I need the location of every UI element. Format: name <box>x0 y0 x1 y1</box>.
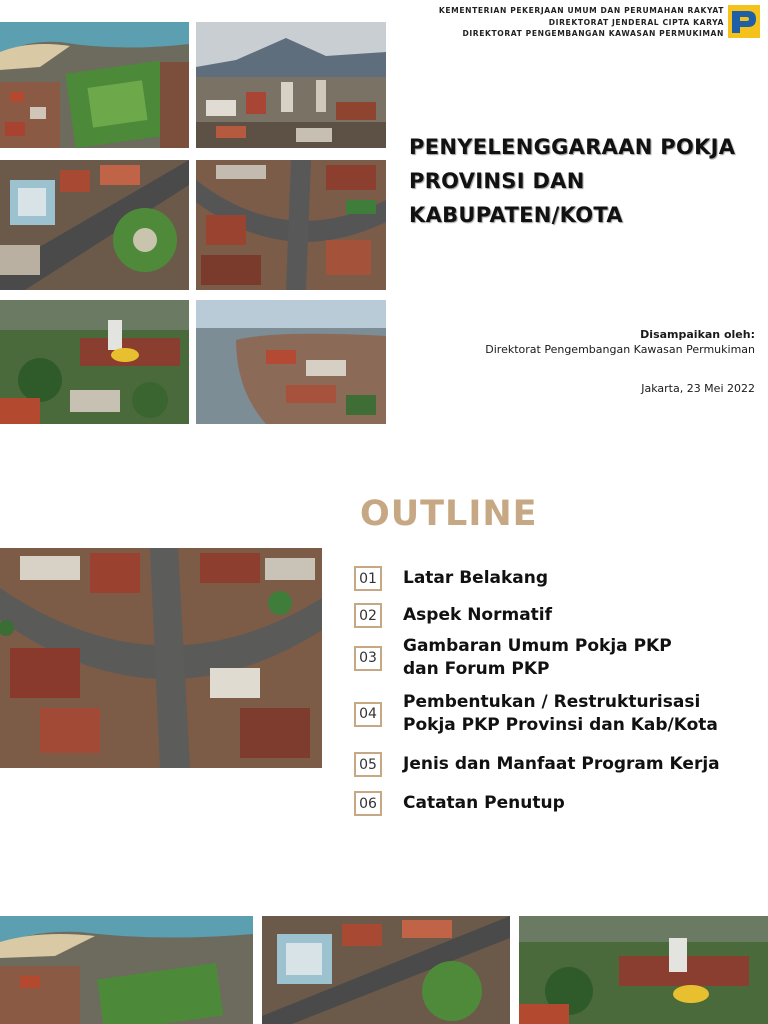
outline-title: OUTLINE <box>360 494 538 534</box>
outline-item-line: Gambaran Umum Pokja PKP <box>403 636 672 656</box>
outline-item-label <box>403 604 552 627</box>
aerial-photo-coastal-fort <box>0 22 189 148</box>
aerial-photo-roundabout <box>0 548 322 768</box>
outline-item-line: Aspek Normatif <box>403 605 553 625</box>
outline-item-number: 02 <box>354 603 382 628</box>
presentation-title <box>409 130 754 232</box>
outline-item-06 <box>354 791 565 816</box>
outline-item-line: Latar Belakang <box>403 568 549 588</box>
ministry-name: KEMENTERIAN PEKERJAAN UMUM DAN PERUMAHAN RAKYAT <box>438 6 724 15</box>
outline-item-label <box>403 792 565 815</box>
presenter-name: Direktorat Pengembangan Kawasan Permukiman <box>485 343 755 356</box>
outline-item-05 <box>354 752 720 777</box>
presented-by <box>485 327 755 357</box>
aerial-photo-mosque <box>0 160 189 290</box>
outline-item-number: 05 <box>354 752 382 777</box>
outline-item-label <box>403 691 718 737</box>
directorate-general-name: DIREKTORAT JENDERAL CIPTA KARYA <box>548 17 724 27</box>
presentation-date: Jakarta, 23 Mei 2022 <box>641 382 755 395</box>
coastal-city-photo <box>196 300 386 424</box>
aerial-photo-intersection <box>196 160 386 290</box>
outline-item-line: Jenis dan Manfaat Program Kerja <box>403 754 720 774</box>
outline-item-label <box>403 753 720 776</box>
outline-item-04 <box>354 691 718 737</box>
aerial-photo-mosque-bottom <box>262 916 510 1024</box>
outline-item-number: 01 <box>354 566 382 591</box>
outline-item-01 <box>354 566 548 591</box>
outline-item-line: Catatan Penutup <box>403 793 565 813</box>
city-mountain-photo <box>196 22 386 148</box>
title-line: PROVINSI DAN <box>409 169 585 193</box>
directorate-name: DIREKTORAT PENGEMBANGAN KAWASAN PERMUKIMAN <box>462 29 724 38</box>
title-line: PENYELENGGARAAN POKJA <box>409 135 736 159</box>
outline-item-label <box>403 635 672 681</box>
aerial-photo-coastal-fort-bottom <box>0 916 253 1024</box>
aerial-photo-town-square <box>0 300 189 424</box>
presented-by-label: Disampaikan oleh: <box>640 328 755 341</box>
outline-item-number: 03 <box>354 646 382 671</box>
title-line: KABUPATEN/KOTA <box>409 203 623 227</box>
outline-item-03 <box>354 635 672 681</box>
outline-item-number: 06 <box>354 791 382 816</box>
pupr-logo-icon <box>728 5 760 38</box>
outline-item-line: dan Forum PKP <box>403 659 550 679</box>
outline-item-line: Pembentukan / Restrukturisasi <box>403 692 701 712</box>
outline-item-label <box>403 567 548 590</box>
aerial-photo-town-square-bottom <box>519 916 768 1024</box>
outline-item-number: 04 <box>354 702 382 727</box>
ministry-header <box>439 5 724 40</box>
outline-item-line: Pokja PKP Provinsi dan Kab/Kota <box>403 715 718 735</box>
outline-item-02 <box>354 603 552 628</box>
